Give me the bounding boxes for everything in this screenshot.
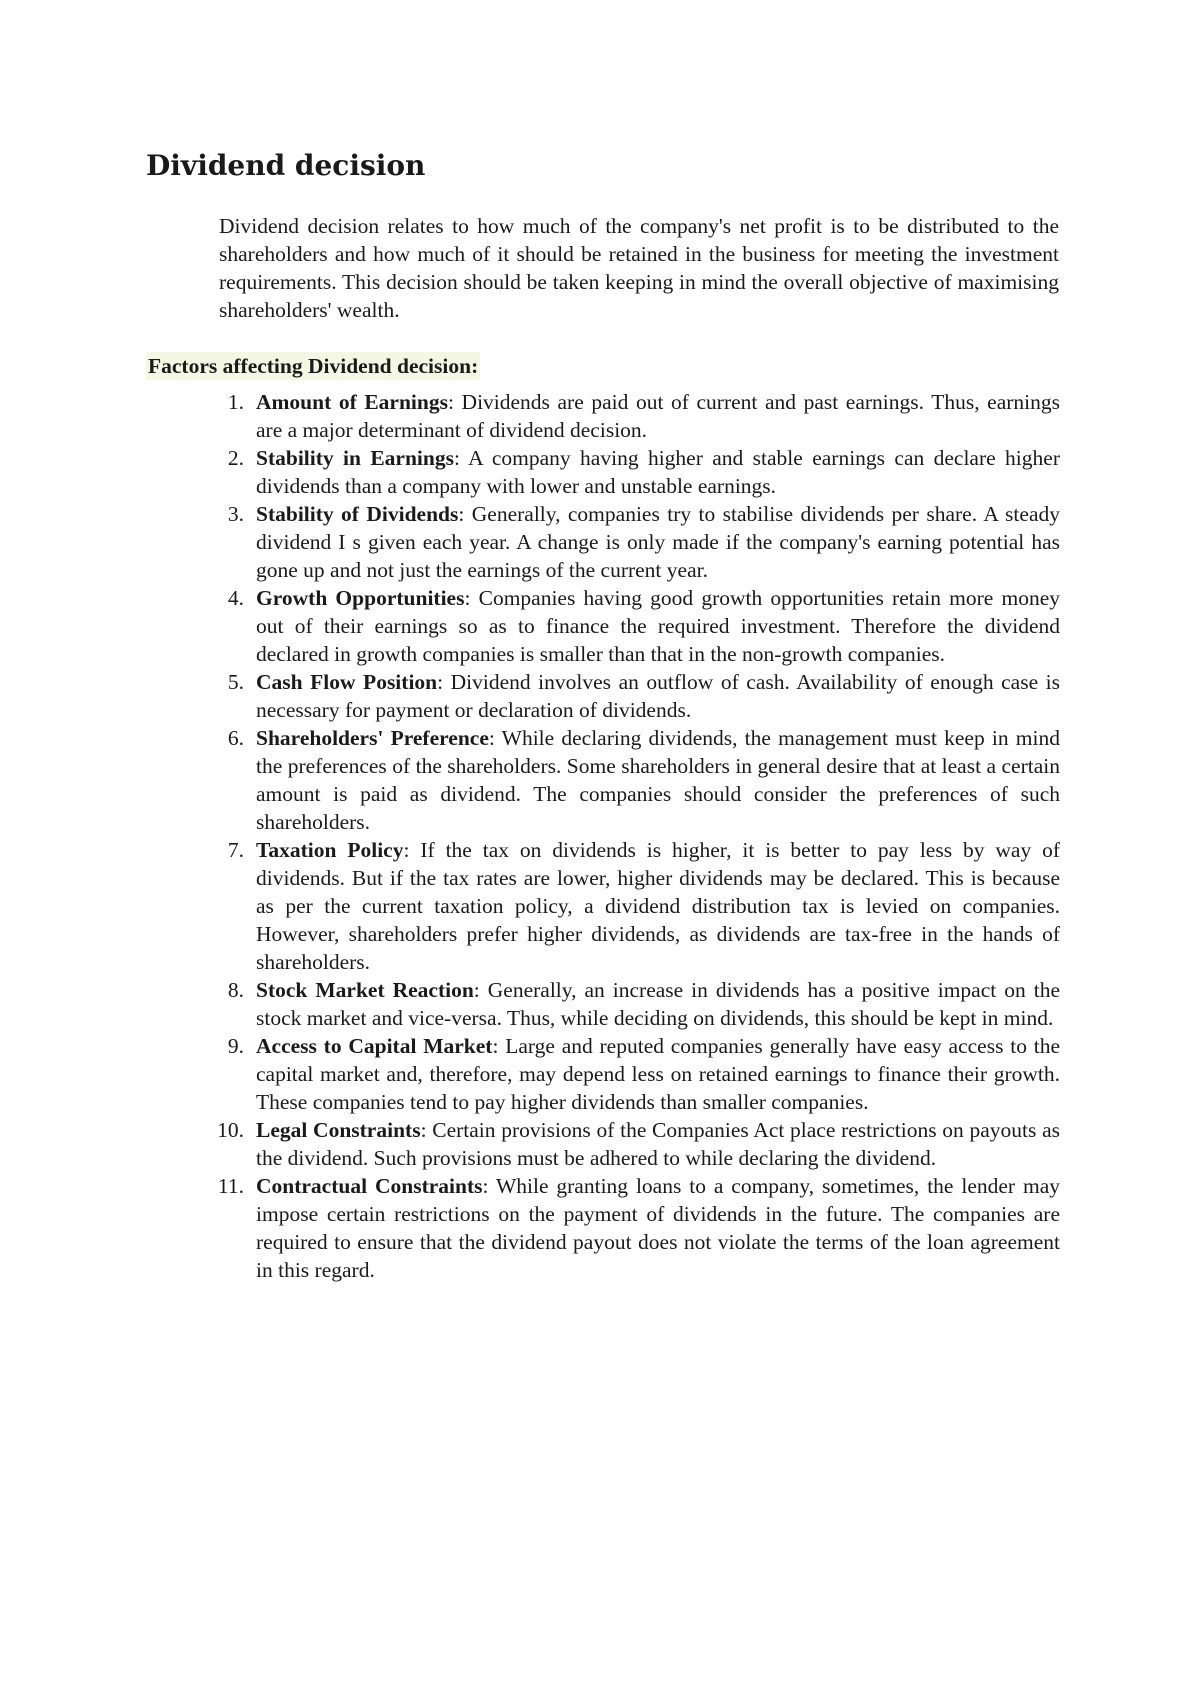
list-item-text: : Dividends are paid out of current and past earnings. Thus, earnings are a major determinant of dividend decision. (256, 390, 1060, 442)
list-item-number: 2. (227, 446, 244, 470)
list-item-text: : Companies having good growth opportunities retain more money out of their earnings so as to finance the required investment. Therefore the dividend declared in growth companies is smaller than that in the non-growth companies. (256, 586, 1060, 666)
list-item (210, 500, 1060, 584)
list-item-text: : While declaring dividends, the management must keep in mind the preferences of the shareholders. Some shareholders in general desire that at least a certain amount is paid as dividend. The companies should consider the preferences of such shareholders. (256, 726, 1061, 834)
list-item (210, 668, 1060, 724)
list-item (210, 388, 1060, 444)
list-item-number: 5. (227, 670, 244, 694)
list-item-number: 8. (227, 978, 244, 1002)
list-item (210, 1116, 1060, 1172)
list-item (210, 836, 1060, 976)
list-item-term: Cash Flow Position (256, 670, 438, 694)
list-item-term: Shareholders' Preference (256, 726, 489, 750)
page-title: Dividend decision (146, 149, 426, 182)
list-item-text: : Certain provisions of the Companies Act place restrictions on payouts as the dividend. Such provisions must be adhered to while declaring the dividend. (256, 1118, 1060, 1170)
list-item-text: : A company having higher and stable earnings can declare higher dividends than a company with lower and unstable earnings. (256, 446, 1060, 498)
factors-list (210, 388, 1060, 1284)
list-item-term: Taxation Policy (256, 838, 404, 862)
intro-paragraph: Dividend decision relates to how much of the company's net profit is to be distributed to the shareholders and how much of it should be retained in the business for meeting the investment requirements. This decision should be taken keeping in mind the overall objective of maximising shareholders' wealth. (219, 214, 1059, 322)
list-item-term: Stock Market Reaction (256, 978, 474, 1002)
list-item-term: Contractual Constraints (256, 1174, 483, 1198)
list-item-number: 4. (227, 586, 244, 610)
list-item-text: : While granting loans to a company, sometimes, the lender may impose certain restrictions on the payment of dividends in the future. The companies are required to ensure that the dividend payout does not violate the terms of the loan agreement in this regard. (256, 1174, 1060, 1282)
list-item (210, 1032, 1060, 1116)
list-item (210, 1172, 1060, 1284)
list-item-term: Access to Capital Market (256, 1034, 493, 1058)
list-item-text: : Generally, an increase in dividends has a positive impact on the stock market and vice-versa. Thus, while deciding on dividends, this should be kept in mind. (256, 978, 1060, 1030)
list-item-number: 10. (217, 1118, 244, 1142)
list-item (210, 724, 1060, 836)
list-item (210, 584, 1060, 668)
list-item-text: : If the tax on dividends is higher, it is better to pay less by way of dividends. But if the tax rates are lower, higher dividends may be declared. This is because as per the current taxation policy, a dividend distribution tax is levied on companies. However, shareholders prefer higher dividends, as dividends are tax-free in the hands of shareholders. (256, 838, 1060, 974)
list-item-number: 7. (227, 838, 244, 862)
list-item-number: 6. (227, 726, 244, 750)
list-item-number: 3. (227, 502, 244, 526)
list-item-term: Growth Opportunities (256, 586, 465, 610)
list-item-term: Legal Constraints (256, 1118, 421, 1142)
list-item-term: Stability in Earnings (256, 446, 454, 470)
list-item (210, 976, 1060, 1032)
list-item-text: : Generally, companies try to stabilise dividends per share. A steady dividend I s given each year. A change is only made if the company's earning potential has gone up and not just the earnings of the current year. (256, 502, 1060, 582)
list-item-number: 1. (227, 390, 244, 414)
list-item (210, 444, 1060, 500)
list-item-number: 9. (227, 1034, 244, 1058)
list-item-text: : Dividend involves an outflow of cash. Availability of enough case is necessary for payment or declaration of dividends. (256, 670, 1060, 722)
list-item-term: Stability of Dividends (256, 502, 459, 526)
list-item-number: 11. (217, 1174, 244, 1198)
list-item-term: Amount of Earnings (256, 390, 448, 414)
list-item-text: : Large and reputed companies generally have easy access to the capital market and, therefore, may depend less on retained earnings to finance their growth. These companies tend to pay higher dividends than smaller companies. (256, 1034, 1060, 1114)
factors-heading: Factors affecting Dividend decision: (148, 354, 479, 378)
